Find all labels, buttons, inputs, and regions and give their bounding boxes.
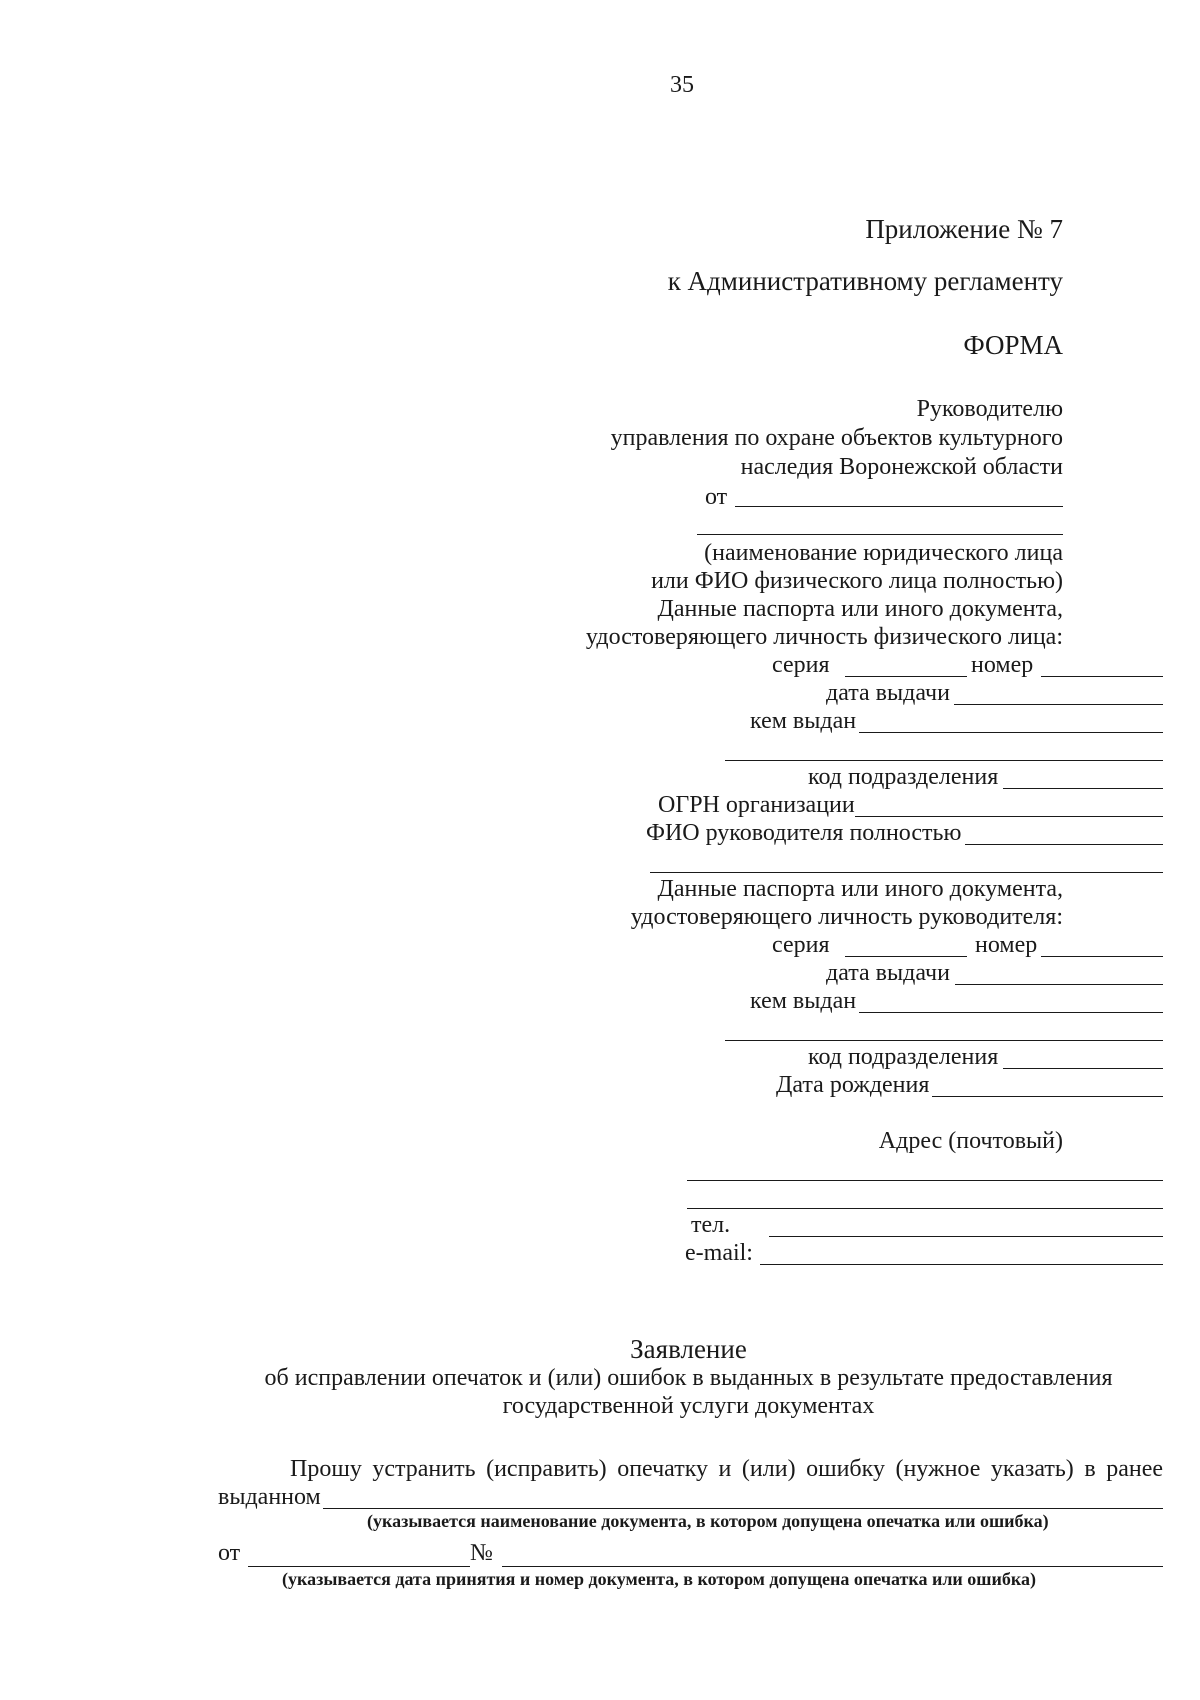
applicant-issued-by-field[interactable] (859, 732, 1163, 733)
head-issued-by-field-2[interactable] (725, 1040, 1163, 1041)
applicant-number-field[interactable] (1041, 676, 1163, 677)
page-number: 35 (670, 72, 694, 98)
applicant-division-code-field[interactable] (1003, 788, 1163, 789)
applicant-issued-by-label: кем выдан (750, 708, 857, 734)
head-issue-date-label: дата выдачи (826, 960, 950, 986)
applicant-passport-1: Данные паспорта или иного документа, (657, 596, 1063, 622)
form-label: ФОРМА (963, 330, 1063, 360)
applicant-issue-date-field[interactable] (954, 704, 1163, 705)
document-date-hint: (указывается дата принятия и номер документа, в котором допущена опечатка или ошибка) (282, 1569, 1036, 1589)
address-label: Адрес (почтовый) (878, 1128, 1063, 1154)
statement-number-label: № (470, 1540, 493, 1566)
head-passport-2: удостоверяющего личность руководителя: (630, 904, 1063, 930)
statement-from-label: от (218, 1540, 241, 1566)
head-division-code-label: код подразделения (808, 1044, 999, 1070)
statement-subtitle-1: об исправлении опечаток и (или) ошибок в выданных в результате предоставления (264, 1365, 1113, 1391)
applicant-issue-date-label: дата выдачи (826, 680, 950, 706)
applicant-division-code-label: код подразделения (808, 764, 999, 790)
applicant-passport-2: удостоверяющего личность физического лица: (585, 624, 1063, 650)
document-date-field[interactable] (248, 1566, 470, 1567)
applicant-issued-by-field-2[interactable] (725, 760, 1163, 761)
name-hint-1: (наименование юридического лица (704, 540, 1063, 566)
address-field-1[interactable] (687, 1180, 1163, 1181)
head-issued-by-field[interactable] (859, 1012, 1163, 1013)
phone-label: тел. (691, 1212, 731, 1238)
appendix-title: Приложение № 7 (865, 214, 1063, 244)
statement-title: Заявление (630, 1334, 747, 1364)
addressee-line-1: Руководителю (916, 396, 1063, 422)
head-number-field[interactable] (1041, 956, 1163, 957)
ogrn-label: ОГРН организации (658, 792, 855, 818)
head-division-code-field[interactable] (1003, 1068, 1163, 1069)
phone-field[interactable] (769, 1236, 1163, 1237)
addressee-line-3: наследия Воронежской области (740, 454, 1063, 480)
regulation-reference: к Административному регламенту (667, 266, 1063, 296)
email-label: e-mail: (685, 1240, 753, 1266)
document-number-field[interactable] (502, 1566, 1163, 1567)
head-name-field[interactable] (965, 844, 1163, 845)
name-hint-2: или ФИО физического лица полностью) (651, 568, 1063, 594)
applicant-number-label: номер (971, 652, 1034, 678)
from-label: от (705, 484, 728, 510)
document-name-hint: (указывается наименование документа, в котором допущена опечатка или ошибка) (367, 1511, 1049, 1531)
head-name-field-2[interactable] (650, 872, 1163, 873)
birth-date-label: Дата рождения (776, 1072, 930, 1098)
head-issue-date-field[interactable] (955, 984, 1163, 985)
head-series-field[interactable] (845, 956, 967, 957)
from-field-line-2[interactable] (697, 534, 1063, 535)
applicant-series-label: серия (772, 652, 830, 678)
address-field-2[interactable] (687, 1208, 1163, 1209)
statement-body-2: выданном (218, 1484, 321, 1510)
email-field[interactable] (760, 1264, 1163, 1265)
birth-date-field[interactable] (932, 1096, 1163, 1097)
from-field[interactable] (735, 506, 1063, 507)
applicant-series-field[interactable] (845, 676, 967, 677)
statement-body-1: Прошу устранить (исправить) опечатку и (или) ошибку (нужное указать) в ранее (290, 1456, 1163, 1482)
ogrn-field[interactable] (855, 816, 1163, 817)
addressee-line-2: управления по охране объектов культурного (610, 425, 1063, 451)
head-issued-by-label: кем выдан (750, 988, 857, 1014)
head-series-label: серия (772, 932, 830, 958)
statement-subtitle-2: государственной услуги документах (502, 1393, 875, 1419)
head-name-label: ФИО руководителя полностью (646, 820, 962, 846)
head-number-label: номер (975, 932, 1038, 958)
document-name-field[interactable] (323, 1508, 1163, 1509)
head-passport-1: Данные паспорта или иного документа, (657, 876, 1063, 902)
